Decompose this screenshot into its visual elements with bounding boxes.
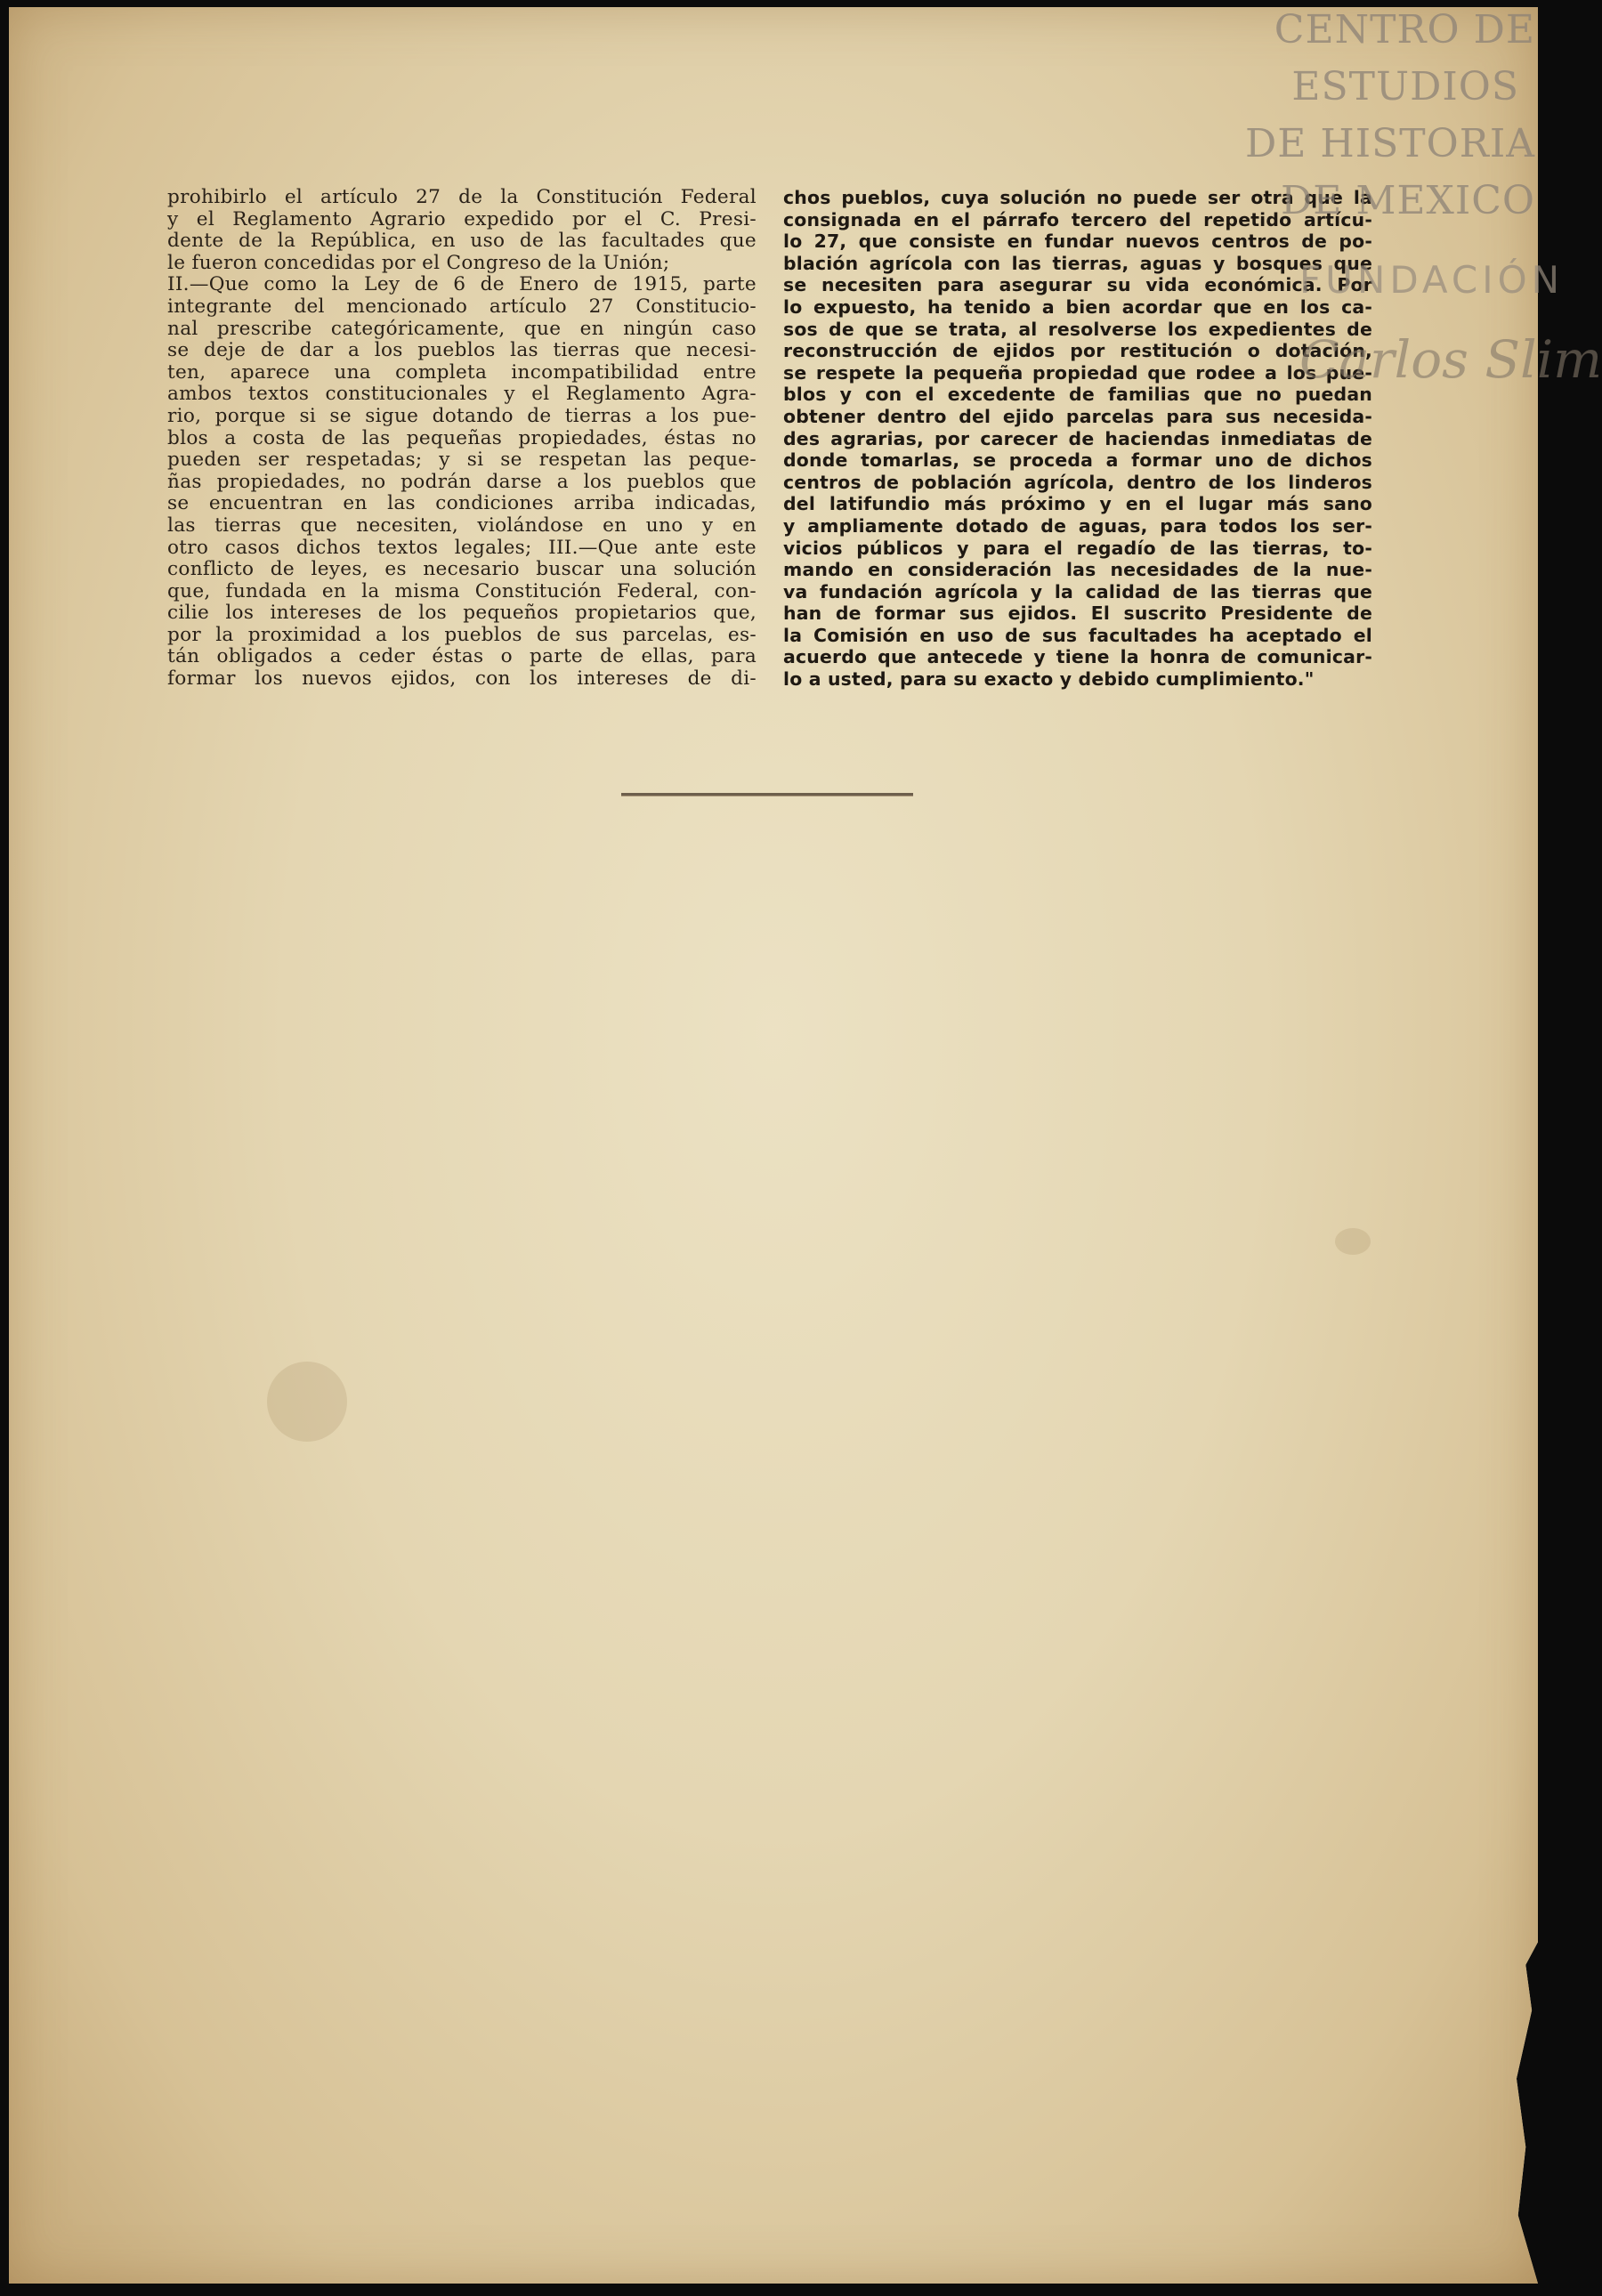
text-line: II.—Que como la Ley de 6 de Enero de 1915, parte — [167, 273, 756, 296]
text-line: blos y con el excedente de familias que no puedan — [783, 384, 1372, 406]
text-line: chos pueblos, cuya solución no puede ser otra que la — [783, 187, 1372, 208]
text-line: las tierras que necesiten, violándose en uno y en — [167, 513, 756, 537]
text-line: por la proximidad a los pueblos de sus parcelas, es- — [167, 623, 756, 646]
text-line: consignada en el párrafo tercero del repetido artícu- — [783, 208, 1372, 230]
text-line: donde tomarlas, se proceda a formar uno de dichos — [783, 449, 1372, 472]
section-divider — [621, 793, 913, 796]
text-line: ten, aparece una completa incompatibilidad entre — [167, 360, 756, 384]
text-line: conflicto de leyes, es necesario buscar una solución — [167, 558, 756, 581]
text-line: blos a costa de las pequeñas propiedades, éstas no — [167, 426, 756, 449]
watermark-foundation: FUNDACIÓN — [1299, 258, 1565, 302]
watermark-line: ESTUDIOS — [1291, 64, 1519, 109]
text-line: formar los nuevos ejidos, con los intereses de di- — [167, 667, 756, 691]
watermark-line: CENTRO DE — [1274, 7, 1535, 53]
text-line: ñas propiedades, no podrán darse a los pueblos que — [167, 470, 756, 493]
text-line: y el Reglamento Agrario expedido por el C. Presi- — [167, 207, 756, 230]
text-line: le fueron concedidas por el Congreso de la Unión; — [167, 251, 670, 274]
text-line: centros de población agrícola, dentro de los linderos — [783, 471, 1372, 493]
text-line: se deje de dar a los pueblos las tierras que necesi- — [167, 339, 756, 362]
text-line: vicios públicos y para el regadío de las tierras, to- — [783, 537, 1372, 559]
paper-stain — [267, 1362, 347, 1442]
text-line: nal prescribe categóricamente, que en ningún caso — [167, 317, 756, 340]
left-text-column — [167, 187, 756, 691]
text-line: lo a usted, para su exacto y debido cumplimiento." — [783, 668, 1315, 691]
text-line: la Comisión en uso de sus facultades ha aceptado el — [783, 624, 1372, 646]
text-line: otro casos dichos textos legales; III.—Que ante este — [167, 536, 756, 559]
paper-stain — [1335, 1228, 1371, 1255]
text-line: obtener dentro del ejido parcelas para sus necesida- — [783, 405, 1372, 427]
text-line: prohibirlo el artículo 27 de la Constitución Federal — [167, 186, 756, 208]
text-line: des agrarias, por carecer de haciendas inmediatas de — [783, 427, 1372, 449]
text-line: se encuentran en las condiciones arriba indicadas, — [167, 492, 756, 515]
text-line: del latifundio más próximo y en el lugar más sano — [783, 493, 1372, 515]
text-line: han de formar sus ejidos. El suscrito Presidente de — [783, 602, 1372, 625]
text-line: tán obligados a ceder éstas o parte de ellas, para — [167, 645, 756, 668]
text-line: va fundación agrícola y la calidad de las tierras que — [783, 580, 1372, 602]
text-line: lo 27, que consiste en fundar nuevos centros de po- — [783, 230, 1372, 253]
text-line: mando en consideración las necesidades de la nue- — [783, 559, 1372, 581]
text-line: blación agrícola con las tierras, aguas y bosques que — [783, 252, 1372, 274]
text-line: que, fundada en la misma Constitución Federal, con- — [167, 579, 756, 602]
text-line: y ampliamente dotado de aguas, para todos los ser- — [783, 514, 1372, 537]
right-text-column — [783, 187, 1372, 691]
text-line: dente de la República, en uso de las facultades que — [167, 230, 756, 253]
text-line: pueden ser respetadas; y si se respetan las peque- — [167, 449, 756, 472]
watermark-signature: Carlos Slim — [1299, 329, 1602, 390]
watermark-line: DE HISTORIA — [1245, 121, 1535, 166]
text-line: cilie los intereses de los pequeños propietarios que, — [167, 602, 756, 625]
text-line: se necesiten para asegurar su vida económica. Por — [783, 274, 1372, 296]
text-line: ambos textos constitucionales y el Reglamento Agra- — [167, 383, 756, 406]
text-line: acuerdo que antecede y tiene la honra de comunicar- — [783, 646, 1372, 668]
text-line: se respete la pequeña propiedad que rodee a los pue- — [783, 361, 1372, 384]
text-line: rio, porque si se sigue dotando de tierras a los pue- — [167, 404, 756, 427]
watermark-line: DE MEXICO — [1281, 178, 1535, 223]
text-line: integrante del mencionado artículo 27 Constitucio- — [167, 295, 756, 318]
text-line: lo expuesto, ha tenido a bien acordar que en los ca- — [783, 295, 1372, 318]
text-line: sos de que se trata, al resolverse los expedientes de — [783, 318, 1372, 340]
archive-watermark — [1242, 0, 1551, 238]
text-line: reconstrucción de ejidos por restitución o dotación, — [783, 340, 1372, 362]
